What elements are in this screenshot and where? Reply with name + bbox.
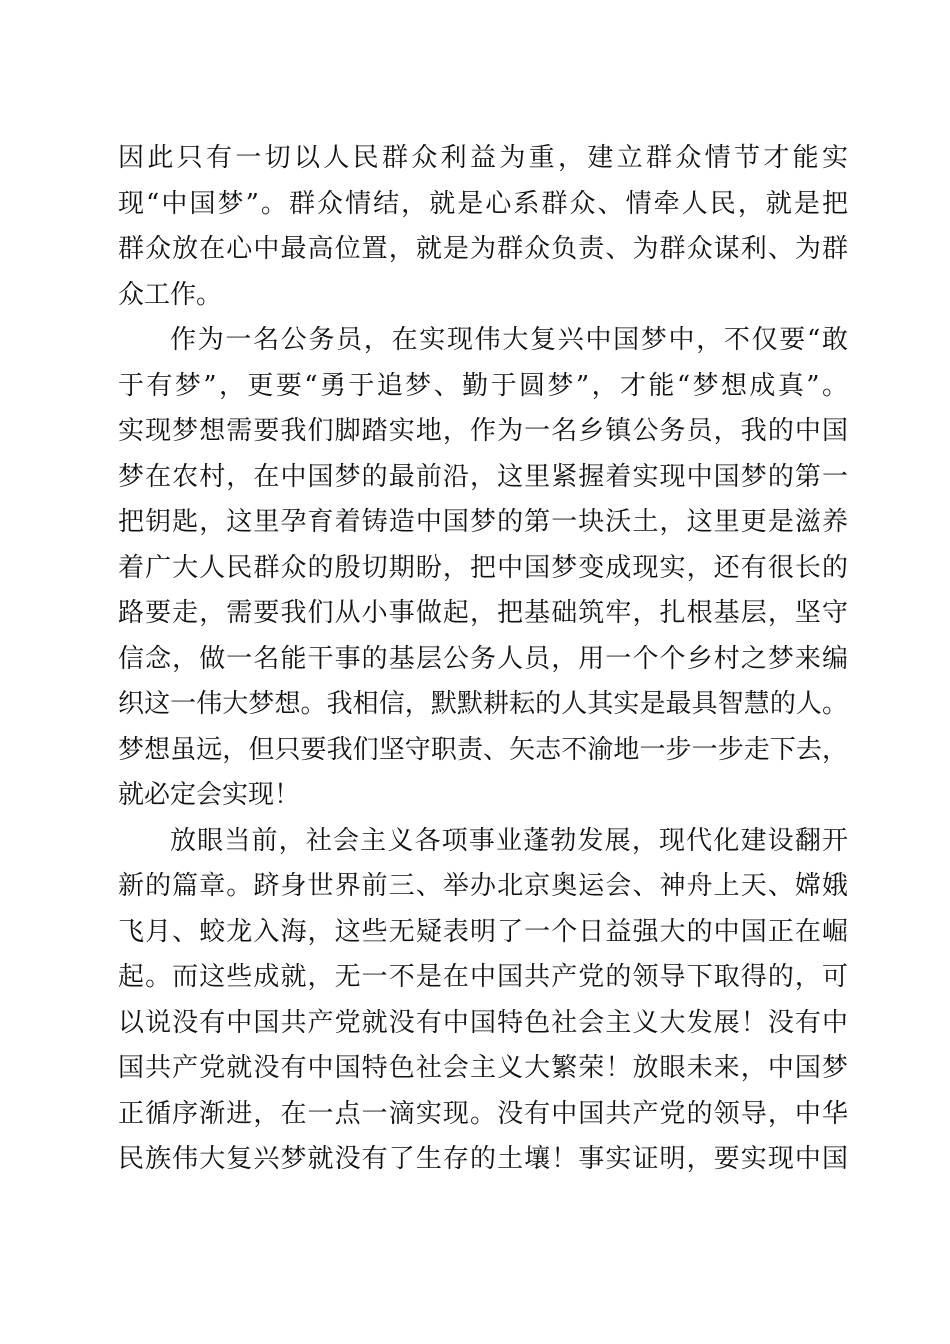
text-line: 众工作。 (118, 279, 223, 310)
text-line: 就必定会实现！ (118, 780, 301, 810)
text-line: 新的篇章。跻身世界前三、举办北京奥运会、神舟上天、嫦娥 (118, 871, 848, 901)
text-line: 起。而这些成就，无一不是在中国共产党的领导下取得的，可 (118, 962, 848, 992)
text-line: 民族伟大复兴梦就没有了生存的土壤！事实证明，要实现中国 (118, 1144, 848, 1174)
text-line: 梦在农村，在中国梦的最前沿，这里紧握着实现中国梦的第一 (118, 461, 848, 492)
text-line: 着广大人民群众的殷切期盼，把中国梦变成现实，还有很长的 (118, 552, 848, 583)
text-line: 织这一伟大梦想。我相信，默默耕耘的人其实是最具智慧的人。 (118, 689, 848, 719)
text-line: 飞月、蛟龙入海，这些无疑表明了一个日益强大的中国正在崛 (118, 916, 848, 947)
text-line: 以说没有中国共产党就没有中国特色社会主义大发展！没有中 (118, 1007, 848, 1038)
text-line: 正循序渐进，在一点一滴实现。没有中国共产党的领导，中华 (118, 1098, 848, 1129)
text-line: 路要走，需要我们从小事做起，把基础筑牢，扎根基层，坚守 (118, 598, 848, 628)
text-line: 梦想虽远，但只要我们坚守职责、矢志不渝地一步一步走下去， (118, 734, 848, 765)
text-line: 现“中国梦”。群众情结，就是心系群众、情牵人民，就是把 (118, 188, 848, 219)
text-line: 实现梦想需要我们脚踏实地，作为一名乡镇公务员，我的中国 (118, 416, 848, 446)
document-body (118, 136, 848, 1183)
text-line: 国共产党就没有中国特色社会主义大繁荣！放眼未来，中国梦 (118, 1053, 848, 1083)
text-line: 于有梦”，更要“勇于追梦、勤于圆梦”，才能“梦想成真”。 (118, 370, 848, 401)
text-line: 信念，做一名能干事的基层公务人员，用一个个乡村之梦来编 (118, 643, 848, 674)
text-line: 把钥匙，这里孕育着铸造中国梦的第一块沃土，这里更是滋养 (118, 507, 848, 537)
text-line: 放眼当前，社会主义各项事业蓬勃发展，现代化建设翻开 (170, 825, 848, 856)
text-line: 作为一名公务员，在实现伟大复兴中国梦中，不仅要“敢 (170, 325, 848, 355)
text-line: 群众放在心中最高位置，就是为群众负责、为群众谋利、为群 (118, 234, 848, 264)
text-line: 因此只有一切以人民群众利益为重，建立群众情节才能实 (118, 143, 848, 173)
